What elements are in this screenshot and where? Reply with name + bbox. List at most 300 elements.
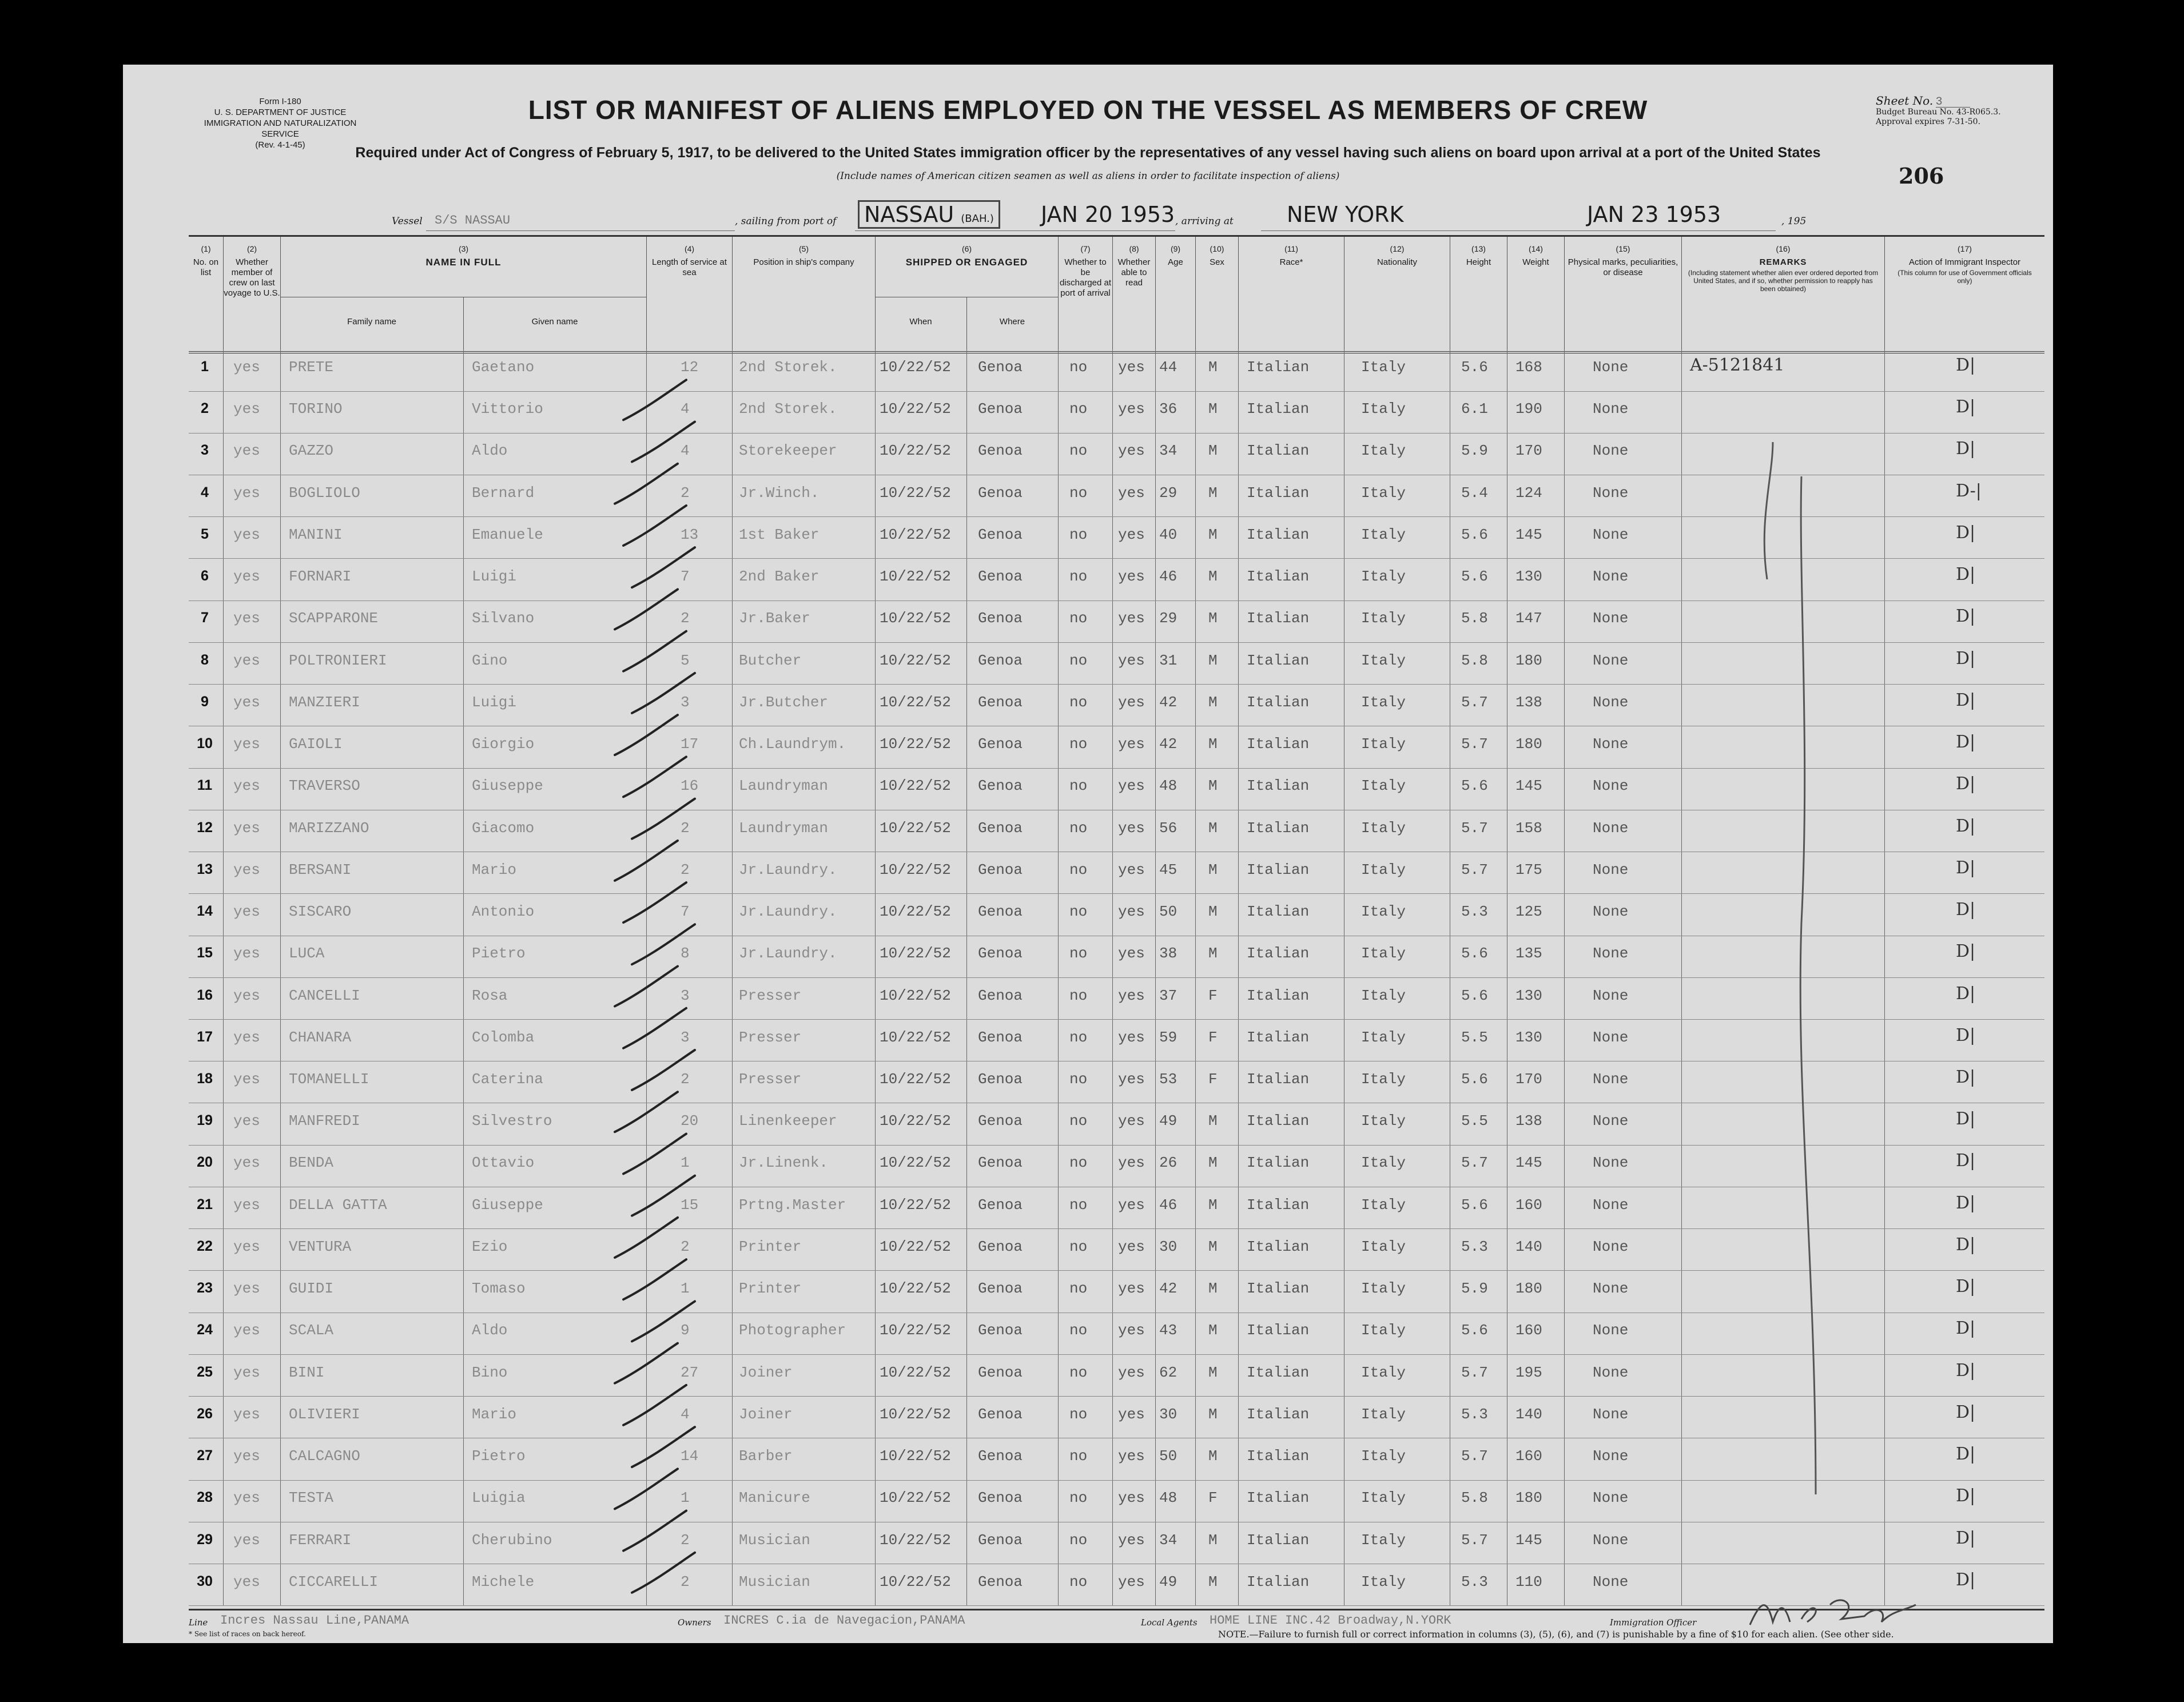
cell-sex: M (1208, 1363, 1218, 1381)
cell-no: 10 (197, 735, 213, 752)
cell-no: 9 (201, 693, 209, 710)
cell-race: Italian (1247, 1238, 1310, 1255)
cell-race: Italian (1247, 1196, 1310, 1214)
cell-marks: None (1593, 1489, 1629, 1507)
header-col-7-text: Whether to be discharged at port of arrival (1059, 257, 1112, 298)
header-col-11-num: (11) (1284, 244, 1298, 253)
cell-height: 5.6 (1461, 568, 1488, 586)
cell-discharged: no (1069, 442, 1088, 460)
cell-sex: F (1208, 1489, 1218, 1507)
cell-height: 5.7 (1461, 861, 1488, 878)
cell-marks: None (1593, 568, 1629, 586)
cell-discharged: no (1069, 1448, 1088, 1465)
table-row (189, 1271, 2044, 1313)
cell-family: PRETE (289, 359, 334, 376)
cell-age: 26 (1159, 1154, 1177, 1172)
header-col-9 (1155, 237, 1195, 351)
cell-no: 27 (197, 1448, 213, 1464)
cell-when: 10/22/52 (880, 1322, 951, 1339)
cell-family: CANCELLI (289, 987, 360, 1004)
cell-read: yes (1118, 484, 1145, 502)
table-row (189, 726, 2044, 769)
cell-no: 4 (201, 484, 209, 500)
cell-weight: 168 (1515, 359, 1542, 376)
header-when: When (909, 317, 932, 327)
cell-sex: M (1208, 568, 1218, 586)
cell-age: 53 (1159, 1070, 1177, 1088)
cell-marks: None (1593, 735, 1629, 753)
cell-position: Photographer (739, 1322, 846, 1339)
cell-given: Luigi (472, 568, 517, 586)
cell-family: SCALA (289, 1322, 334, 1339)
cell-weight: 138 (1515, 693, 1542, 711)
cell-weight: 138 (1515, 1112, 1542, 1130)
cell-remarks: A-5121841 (1690, 355, 1785, 375)
cell-family: VENTURA (289, 1238, 352, 1255)
header-col-11-text: Race* (1279, 257, 1303, 267)
cell-race: Italian (1247, 945, 1310, 963)
cell-age: 37 (1159, 987, 1177, 1004)
cell-height: 5.8 (1461, 651, 1488, 669)
cell-age: 34 (1159, 442, 1177, 460)
cell-service: 1 (681, 1280, 690, 1298)
cell-height: 5.6 (1461, 1196, 1488, 1214)
cell-nationality: Italy (1361, 526, 1406, 543)
cell-height: 5.6 (1461, 987, 1488, 1004)
cell-position: 1st Baker (739, 526, 820, 543)
cell-height: 5.7 (1461, 1531, 1488, 1549)
cell-where: Genoa (978, 819, 1023, 837)
cell-height: 5.8 (1461, 610, 1488, 627)
cell-no: 16 (197, 987, 213, 1003)
cell-nationality: Italy (1361, 1196, 1406, 1214)
cell-marks: None (1593, 819, 1629, 837)
cell-position: Presser (739, 1028, 802, 1046)
cell-no: 19 (197, 1112, 213, 1129)
cell-action: D| (1956, 1402, 1976, 1422)
cell-voyage: yes (233, 610, 260, 627)
cell-nationality: Italy (1361, 987, 1406, 1004)
cell-voyage: yes (233, 1238, 260, 1255)
cell-family: TESTA (289, 1489, 334, 1507)
cell-nationality: Italy (1361, 1489, 1406, 1507)
header-col-17-text: Action of Immigrant Inspector (1908, 257, 2021, 267)
sheet-number-label: Sheet No. (1876, 94, 1934, 108)
cell-action: D| (1956, 816, 1976, 836)
cell-race: Italian (1247, 1531, 1310, 1549)
header-col-16 (1681, 237, 1884, 351)
cell-no: 20 (197, 1154, 213, 1171)
penalty-note: NOTE.—Failure to furnish full or correct information in columns (3), (5), (6), and (7) is punishable by a fine of $10 for each alien. (See other side. (1218, 1629, 1894, 1640)
header-col-12 (1344, 237, 1450, 351)
cell-age: 40 (1159, 526, 1177, 543)
cell-family: SCAPPARONE (289, 610, 379, 627)
header-col-13-num: (13) (1471, 244, 1486, 253)
cell-when: 10/22/52 (880, 777, 951, 795)
cell-race: Italian (1247, 1154, 1310, 1172)
cell-read: yes (1118, 693, 1145, 711)
cell-where: Genoa (978, 1154, 1023, 1172)
header-col-5-num: (5) (798, 244, 809, 253)
cell-position: Jr.Butcher (739, 693, 829, 711)
cell-given: Pietro (472, 1448, 526, 1465)
cell-family: TOMANELLI (289, 1070, 369, 1088)
cell-discharged: no (1069, 735, 1088, 753)
cell-discharged: no (1069, 861, 1088, 878)
cell-position: Printer (739, 1238, 802, 1255)
cell-height: 5.6 (1461, 526, 1488, 543)
cell-position: Storekeeper (739, 442, 837, 460)
budget-bureau: Budget Bureau No. 43-R065.3. (1876, 108, 2001, 117)
cell-discharged: no (1069, 1322, 1088, 1339)
owners-label: Owners (678, 1617, 711, 1628)
cell-marks: None (1593, 651, 1629, 669)
cell-nationality: Italy (1361, 568, 1406, 586)
cell-read: yes (1118, 359, 1145, 376)
sailing-label: , sailing from port of (735, 216, 837, 227)
cell-height: 5.7 (1461, 1154, 1488, 1172)
header-col-4 (646, 237, 732, 351)
cell-position: Prtng.Master (739, 1196, 846, 1214)
cell-sex: F (1208, 1028, 1218, 1046)
cell-voyage: yes (233, 484, 260, 502)
table-row (189, 894, 2044, 936)
cell-given: Mario (472, 1405, 517, 1423)
cell-given: Michele (472, 1573, 535, 1590)
cell-action: D| (1956, 1192, 1976, 1213)
cell-when: 10/22/52 (880, 359, 951, 376)
cell-where: Genoa (978, 1531, 1023, 1549)
cell-discharged: no (1069, 1154, 1088, 1172)
cell-action: D| (1956, 983, 1976, 1004)
cell-service: 2 (681, 1070, 690, 1088)
cell-discharged: no (1069, 484, 1088, 502)
cell-given: Rosa (472, 987, 508, 1004)
cell-marks: None (1593, 359, 1629, 376)
cell-no: 18 (197, 1070, 213, 1087)
cell-voyage: yes (233, 693, 260, 711)
cell-family: MANINI (289, 526, 343, 543)
cell-action: D| (1956, 900, 1976, 920)
cell-family: SISCARO (289, 903, 352, 921)
cell-race: Italian (1247, 861, 1310, 878)
cell-age: 48 (1159, 777, 1177, 795)
owners-value: INCRES C.ia de Navegacion,PANAMA (723, 1613, 965, 1628)
cell-position: 2nd Storek. (739, 359, 837, 376)
cell-given: Bino (472, 1363, 508, 1381)
cell-when: 10/22/52 (880, 400, 951, 418)
departure-date-stamp: JAN 20 1953 (1041, 202, 1175, 227)
cell-where: Genoa (978, 1028, 1023, 1046)
cell-age: 42 (1159, 735, 1177, 753)
cell-age: 31 (1159, 651, 1177, 669)
cell-height: 5.7 (1461, 735, 1488, 753)
cell-family: TORINO (289, 400, 343, 418)
cell-given: Pietro (472, 945, 526, 963)
cell-service: 17 (681, 735, 699, 753)
cell-height: 5.3 (1461, 1405, 1488, 1423)
cell-where: Genoa (978, 651, 1023, 669)
cell-given: Emanuele (472, 526, 543, 543)
cell-service: 2 (681, 610, 690, 627)
cell-read: yes (1118, 568, 1145, 586)
cell-weight: 180 (1515, 1280, 1542, 1298)
cell-nationality: Italy (1361, 945, 1406, 963)
cell-voyage: yes (233, 568, 260, 586)
header-col-17-num: (17) (1958, 244, 1972, 253)
cell-height: 5.5 (1461, 1112, 1488, 1130)
cell-read: yes (1118, 1405, 1145, 1423)
cell-height: 5.3 (1461, 1573, 1488, 1590)
cell-voyage: yes (233, 1112, 260, 1130)
table-row (189, 1187, 2044, 1230)
cell-nationality: Italy (1361, 903, 1406, 921)
table-row (189, 1480, 2044, 1522)
cell-weight: 180 (1515, 651, 1542, 669)
cell-read: yes (1118, 987, 1145, 1004)
officer-signature (1744, 1593, 1927, 1633)
cell-sex: M (1208, 1196, 1218, 1214)
cell-no: 30 (197, 1573, 213, 1589)
cell-voyage: yes (233, 359, 260, 376)
cell-marks: None (1593, 400, 1629, 418)
cell-age: 29 (1159, 610, 1177, 627)
cell-race: Italian (1247, 1448, 1310, 1465)
cell-position: Musician (739, 1531, 810, 1549)
cell-family: GAZZO (289, 442, 334, 460)
cell-age: 45 (1159, 861, 1177, 878)
cell-race: Italian (1247, 1112, 1310, 1130)
cell-race: Italian (1247, 359, 1310, 376)
header-col-7 (1058, 237, 1112, 351)
cell-service: 2 (681, 1531, 690, 1549)
table-row (189, 1438, 2044, 1481)
cell-discharged: no (1069, 1028, 1088, 1046)
cell-marks: None (1593, 1154, 1629, 1172)
cell-service: 5 (681, 651, 690, 669)
header-col-5 (732, 237, 875, 351)
cell-sex: M (1208, 1448, 1218, 1465)
cell-nationality: Italy (1361, 777, 1406, 795)
cell-position: Presser (739, 1070, 802, 1088)
cell-voyage: yes (233, 400, 260, 418)
header-col-5-text: Position in ship's company (753, 257, 854, 267)
cell-when: 10/22/52 (880, 1280, 951, 1298)
cell-weight: 170 (1515, 442, 1542, 460)
cell-discharged: no (1069, 651, 1088, 669)
cell-no: 29 (197, 1531, 213, 1548)
cell-age: 49 (1159, 1573, 1177, 1590)
header-col-17 (1884, 237, 2044, 351)
cell-race: Italian (1247, 651, 1310, 669)
races-note: * See list of races on back hereof. (189, 1630, 306, 1638)
header-col-3-text: NAME IN FULL (425, 257, 502, 268)
cell-where: Genoa (978, 1070, 1023, 1088)
cell-read: yes (1118, 903, 1145, 921)
cell-family: BOGLIOLO (289, 484, 360, 502)
header-col-4-text: Length of service at sea (652, 257, 727, 277)
cell-when: 10/22/52 (880, 1154, 951, 1172)
cell-marks: None (1593, 1196, 1629, 1214)
cell-where: Genoa (978, 1280, 1023, 1298)
crew-table-body (189, 349, 2044, 1606)
cell-family: LUCA (289, 945, 325, 963)
table-row (189, 1313, 2044, 1355)
cell-voyage: yes (233, 442, 260, 460)
cell-marks: None (1593, 903, 1629, 921)
cell-discharged: no (1069, 610, 1088, 627)
cell-marks: None (1593, 987, 1629, 1004)
cell-weight: 130 (1515, 987, 1542, 1004)
cell-weight: 130 (1515, 568, 1542, 586)
cell-weight: 110 (1515, 1573, 1542, 1590)
cell-discharged: no (1069, 1070, 1088, 1088)
cell-nationality: Italy (1361, 1573, 1406, 1590)
cell-given: Giacomo (472, 819, 535, 837)
header-col-13 (1450, 237, 1507, 351)
cell-given: Tomaso (472, 1280, 526, 1298)
cell-service: 2 (681, 1573, 690, 1590)
cell-read: yes (1118, 1322, 1145, 1339)
header-col-6-text: SHIPPED OR ENGAGED (905, 257, 1028, 268)
header-col-8-num: (8) (1129, 244, 1139, 253)
cell-weight: 124 (1515, 484, 1542, 502)
cell-weight: 125 (1515, 903, 1542, 921)
cell-read: yes (1118, 1154, 1145, 1172)
cell-service: 8 (681, 945, 690, 963)
cell-position: Jr.Laundry. (739, 945, 837, 963)
cell-no: 11 (197, 777, 213, 794)
table-row (189, 810, 2044, 853)
cell-weight: 147 (1515, 610, 1542, 627)
table-row (189, 1522, 2044, 1565)
cell-discharged: no (1069, 526, 1088, 543)
cell-when: 10/22/52 (880, 651, 951, 669)
table-row (189, 1061, 2044, 1104)
cell-read: yes (1118, 735, 1145, 753)
cell-action: D| (1956, 774, 1976, 794)
cell-family: CALCAGNO (289, 1448, 360, 1465)
cell-voyage: yes (233, 1405, 260, 1423)
cell-voyage: yes (233, 526, 260, 543)
cell-race: Italian (1247, 1363, 1310, 1381)
cell-marks: None (1593, 1322, 1629, 1339)
cell-where: Genoa (978, 442, 1023, 460)
cell-where: Genoa (978, 610, 1023, 627)
cell-height: 5.6 (1461, 359, 1488, 376)
cell-given: Aldo (472, 1322, 508, 1339)
cell-where: Genoa (978, 359, 1023, 376)
cell-sex: F (1208, 987, 1218, 1004)
cell-family: DELLA GATTA (289, 1196, 387, 1214)
cell-nationality: Italy (1361, 1238, 1406, 1255)
cell-marks: None (1593, 1070, 1629, 1088)
cell-read: yes (1118, 945, 1145, 963)
cell-voyage: yes (233, 1322, 260, 1339)
header-where: Where (999, 317, 1025, 327)
cell-given: Colomba (472, 1028, 535, 1046)
cell-voyage: yes (233, 1573, 260, 1590)
cell-discharged: no (1069, 359, 1088, 376)
cell-voyage: yes (233, 1489, 260, 1507)
header-col-1 (189, 237, 223, 351)
table-row (189, 978, 2044, 1020)
cell-no: 14 (197, 903, 213, 920)
cell-race: Italian (1247, 1405, 1310, 1423)
cell-position: Presser (739, 987, 802, 1004)
cell-nationality: Italy (1361, 1363, 1406, 1381)
cell-no: 7 (201, 610, 209, 626)
cell-no: 22 (197, 1238, 213, 1254)
cell-voyage: yes (233, 1070, 260, 1088)
cell-when: 10/22/52 (880, 1238, 951, 1255)
cell-nationality: Italy (1361, 1070, 1406, 1088)
cell-service: 2 (681, 484, 690, 502)
cell-height: 5.8 (1461, 1489, 1488, 1507)
cell-weight: 180 (1515, 735, 1542, 753)
cell-read: yes (1118, 1070, 1145, 1088)
header-col-1-text: No. on list (193, 257, 219, 277)
header-col-14 (1507, 237, 1564, 351)
cell-height: 5.3 (1461, 903, 1488, 921)
cell-position: 2nd Storek. (739, 400, 837, 418)
cell-discharged: no (1069, 1531, 1088, 1549)
cell-family: CHANARA (289, 1028, 352, 1046)
cell-age: 44 (1159, 359, 1177, 376)
cell-service: 7 (681, 568, 690, 586)
cell-given: Luigia (472, 1489, 526, 1507)
cell-action: D| (1956, 732, 1976, 753)
cell-no: 12 (197, 819, 213, 836)
cell-read: yes (1118, 442, 1145, 460)
cell-discharged: no (1069, 1238, 1088, 1255)
cell-nationality: Italy (1361, 400, 1406, 418)
cell-nationality: Italy (1361, 819, 1406, 837)
form-department: U. S. DEPARTMENT OF JUSTICE (214, 108, 347, 117)
cell-position: Joiner (739, 1405, 793, 1423)
cell-discharged: no (1069, 1489, 1088, 1507)
table-row (189, 1355, 2044, 1397)
cell-voyage: yes (233, 735, 260, 753)
cell-read: yes (1118, 777, 1145, 795)
cell-read: yes (1118, 1489, 1145, 1507)
cell-position: Ch.Laundrym. (739, 735, 846, 753)
cell-action: D| (1956, 564, 1976, 585)
cell-marks: None (1593, 484, 1629, 502)
cell-sex: M (1208, 735, 1218, 753)
cell-sex: M (1208, 1322, 1218, 1339)
cell-position: Barber (739, 1448, 793, 1465)
cell-when: 10/22/52 (880, 568, 951, 586)
header-col-10 (1195, 237, 1238, 351)
cell-sex: M (1208, 1280, 1218, 1298)
cell-nationality: Italy (1361, 1322, 1406, 1339)
cell-read: yes (1118, 610, 1145, 627)
cell-nationality: Italy (1361, 651, 1406, 669)
cell-where: Genoa (978, 861, 1023, 878)
cell-no: 17 (197, 1028, 213, 1045)
cell-height: 5.7 (1461, 1363, 1488, 1381)
cell-discharged: no (1069, 819, 1088, 837)
cell-age: 59 (1159, 1028, 1177, 1046)
cell-family: FORNARI (289, 568, 352, 586)
cell-weight: 140 (1515, 1405, 1542, 1423)
cell-position: Linenkeeper (739, 1112, 837, 1130)
cell-height: 5.5 (1461, 1028, 1488, 1046)
from-underline (855, 230, 1175, 231)
cell-given: Gino (472, 651, 508, 669)
cell-race: Italian (1247, 777, 1310, 795)
